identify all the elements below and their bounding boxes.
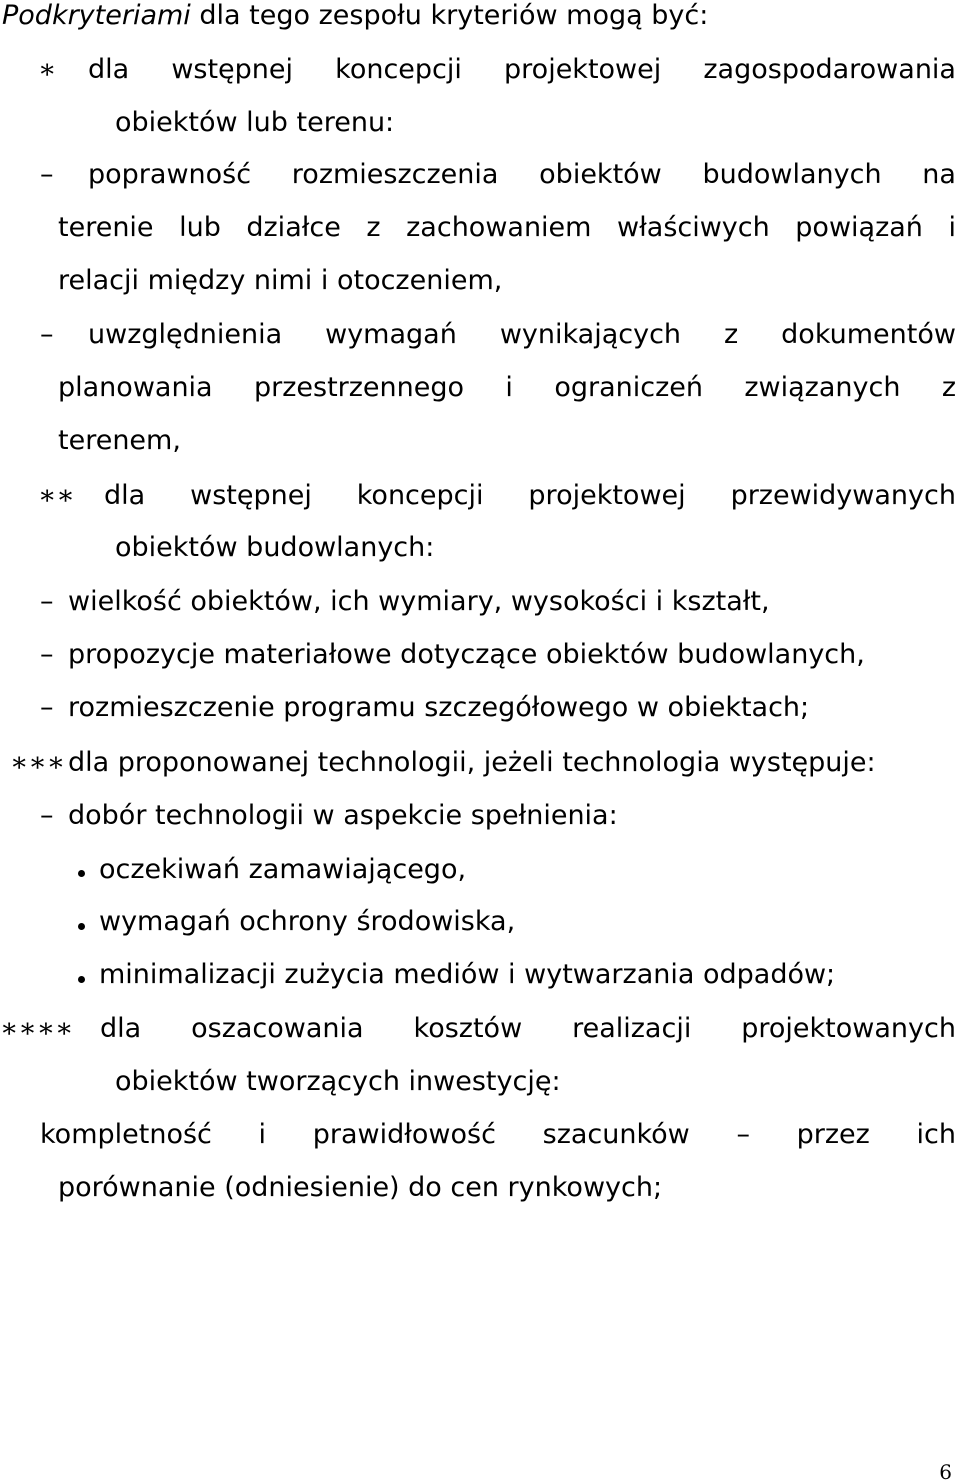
word: z (366, 212, 381, 243)
word: przez (796, 1119, 870, 1150)
word: prawidłowość (312, 1119, 496, 1150)
word: związanych (744, 372, 901, 403)
word: rozmieszczenia (291, 159, 499, 190)
group-3-heading: dla proponowanej technologii, jeżeli technologia występuje: (68, 747, 876, 778)
word: dla (104, 480, 146, 511)
word: – (736, 1119, 750, 1150)
word: terenie (58, 212, 154, 243)
group-1-item-2-line-1 (88, 315, 956, 355)
word: dla (100, 1013, 142, 1044)
group-3-bullet-1: oczekiwań zamawiającego, (99, 854, 467, 885)
group-3-marker: ∗∗∗ (10, 747, 66, 778)
word: ich (916, 1119, 956, 1150)
word: koncepcji (335, 54, 462, 85)
dash-marker: – (40, 692, 54, 723)
word: działce (246, 212, 341, 243)
group-2-marker: ∗∗ (38, 480, 75, 511)
intro-line (2, 0, 960, 36)
page-number: 6 (939, 1460, 952, 1484)
word: i (505, 372, 513, 403)
word: budowlanych (702, 159, 882, 190)
group-1-heading-line-1 (88, 50, 956, 90)
word: wstępnej (190, 480, 312, 511)
word: planowania (58, 372, 213, 403)
dash-marker: – (40, 586, 54, 617)
word: dla (88, 54, 130, 85)
dash-marker: – (40, 159, 54, 190)
group-4-heading-line-1 (100, 1009, 956, 1049)
group-3-bullet-3: minimalizacji zużycia mediów i wytwarzania odpadów; (99, 959, 836, 990)
group-4-item-line-2: porównanie (odniesienie) do cen rynkowych; (58, 1172, 663, 1203)
word: przestrzennego (253, 372, 465, 403)
group-2-item-2: propozycje materiałowe dotyczące obiektów budowlanych, (68, 639, 865, 670)
bullet-dot (78, 923, 85, 930)
word: wymagań (325, 319, 457, 350)
word: projektowej (528, 480, 686, 511)
dash-marker: – (40, 800, 54, 831)
word: ograniczeń (554, 372, 703, 403)
group-1-item-1-line-3: relacji między nimi i otoczeniem, (58, 265, 503, 296)
word: i (948, 212, 956, 243)
word: obiektów (539, 159, 662, 190)
group-2-item-1: wielkość obiektów, ich wymiary, wysokości i kształt, (68, 586, 770, 617)
word: uwzględnienia (88, 319, 283, 350)
dash-marker: – (40, 319, 54, 350)
group-1-heading-line-2: obiektów lub terenu: (115, 107, 395, 138)
word: lub (179, 212, 221, 243)
group-4-heading-line-2: obiektów tworzących inwestycję: (115, 1066, 561, 1097)
group-2-item-3: rozmieszczenie programu szczegółowego w obiektach; (68, 692, 810, 723)
word: dokumentów (781, 319, 956, 350)
word: kosztów (413, 1013, 523, 1044)
group-1-item-1-line-1 (88, 155, 956, 195)
dash-marker: – (40, 639, 54, 670)
intro-italic: Podkryteriami (2, 0, 191, 31)
group-2-heading-line-1 (104, 476, 956, 516)
group-3-item: dobór technologii w aspekcie spełnienia: (68, 800, 618, 831)
word: na (922, 159, 956, 190)
bullet-dot (78, 976, 85, 983)
word: kompletność (40, 1119, 212, 1150)
word: powiązań (795, 212, 923, 243)
word: projektowej (504, 54, 662, 85)
intro-text: dla tego zespołu kryteriów mogą być: (190, 0, 709, 31)
word: i (258, 1119, 267, 1150)
group-4-item-line-1 (40, 1115, 956, 1155)
word: z (941, 372, 956, 403)
group-2-heading-line-2: obiektów budowlanych: (115, 532, 435, 563)
word: oszacowania (191, 1013, 364, 1044)
word: wstępnej (171, 54, 294, 85)
group-3-bullet-2: wymagań ochrony środowiska, (99, 906, 516, 937)
word: realizacji (572, 1013, 692, 1044)
word: zagospodarowania (703, 54, 956, 85)
word: szacunków (542, 1119, 690, 1150)
word: właściwych (617, 212, 770, 243)
word: wynikających (499, 319, 682, 350)
group-1-item-2-line-2 (58, 368, 956, 408)
bullet-dot (78, 870, 85, 877)
word: poprawność (88, 159, 252, 190)
group-4-marker: ∗∗∗∗ (0, 1013, 74, 1044)
word: projektowanych (741, 1013, 956, 1044)
word: z (724, 319, 739, 350)
word: zachowaniem (406, 212, 592, 243)
group-1-item-2-line-3: terenem, (58, 425, 181, 456)
group-1-item-1-line-2 (58, 208, 956, 248)
word: koncepcji (356, 480, 484, 511)
group-1-marker: ∗ (38, 54, 57, 85)
word: przewidywanych (730, 480, 956, 511)
